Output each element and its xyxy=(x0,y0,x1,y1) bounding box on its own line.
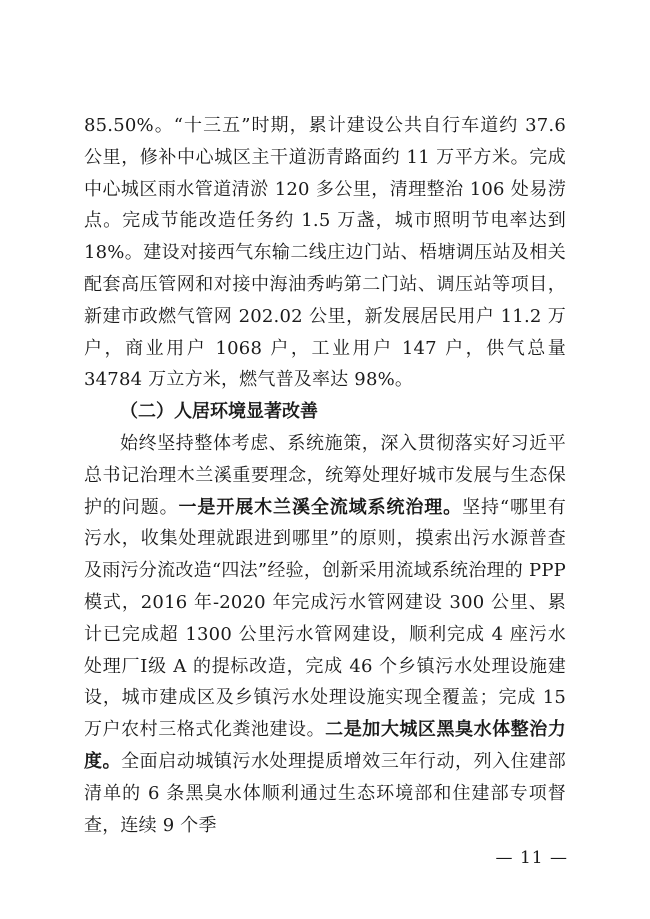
paragraph-urban-infrastructure: 85.50%。“十三五”时期，累计建设公共自行车道约 37.6 公里，修补中心城区主干道沥青路面约 11 万平方米。完成中心城区雨水管道清淤 120 多公里，清理整治 106 处易涝点。完成节能改造任务约 1.5 万盏，城市照明节电率达到 18%。建设对接西气东输二线庄边门站、梧塘调压站及相关配套高压管网和对接中海油秀屿第二门站、调压站等项目，新建市政燃气管网 202.02 公里，新发展居民用户 11.2 万户，商业用户 1068 户，工业用户 147 户，供气总量 34784 万立方米，燃气普及率达 98%。 xyxy=(84,115,566,391)
paragraph-text-segment: 全面启动城镇污水处理提质增效三年行动，列入住建部清单的 6 条黑臭水体顺利通过生态环境部和住建部专项督查，连续 9 个季 xyxy=(84,750,566,836)
body-text xyxy=(84,110,566,841)
paragraph-text-segment: 坚持“哪里有污水，收集处理就跟进到哪里”的原则，摸索出污水源普查及雨污分流改造“四法”经验，创新采用流域系统治理的 PPP 模式，2016 年-2020 年完成污水管网建设 300 公里、累计已完成超 1300 公里污水管网建设，顺利完成 4 座污水处理厂Ⅰ级 A 的提标改造，完成 46 个乡镇污水处理设施建设，城市建成区及乡镇污水处理设施实现全覆盖；完成 15 万户农村三格式化粪池建设。 xyxy=(84,496,567,741)
bold-point-one: 一是开展木兰溪全流域系统治理。 xyxy=(178,496,463,518)
section-heading-living-environment: （二）人居环境显著改善 xyxy=(120,401,318,423)
page-number: — 11 — xyxy=(495,848,568,868)
bold-point-two: 二是加大城区黑臭水体整治力度。 xyxy=(84,719,566,772)
paragraph-living-environment xyxy=(84,428,566,841)
paragraph-text-segment: 始终坚持整体考虑、系统施策，深入贯彻落实好习近平总书记治理木兰溪重要理念，统筹处理好城市发展与生态保护的问题。 xyxy=(84,432,566,518)
